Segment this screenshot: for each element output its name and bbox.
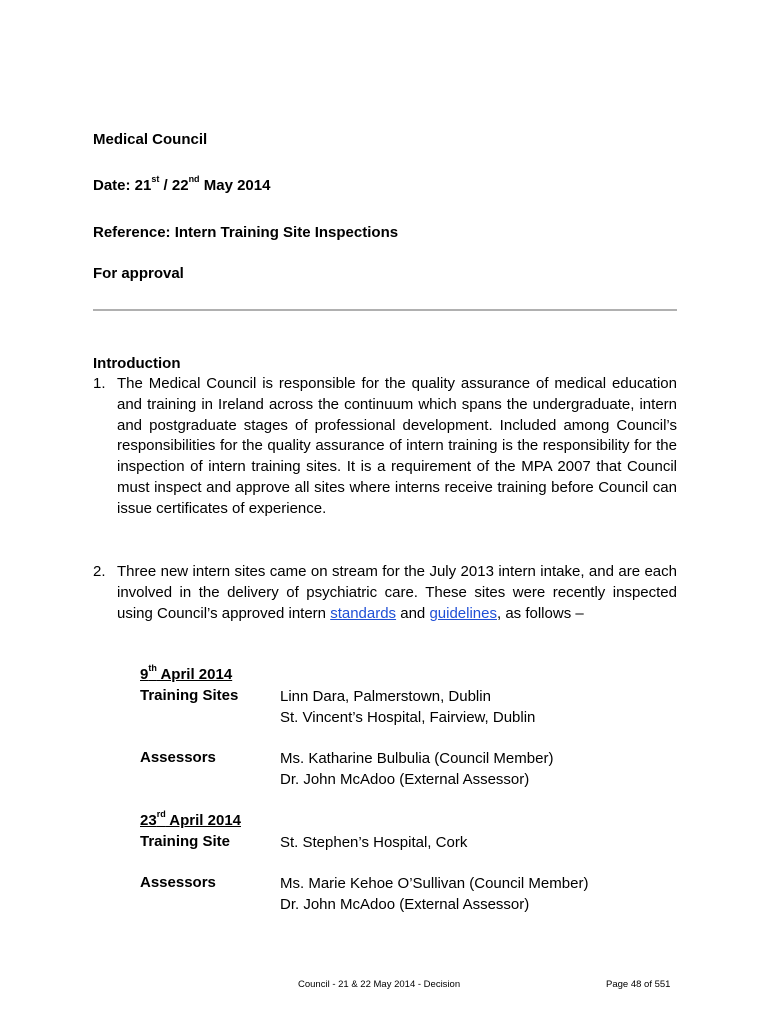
standards-link[interactable]: standards bbox=[330, 604, 397, 622]
inspection-1-sites-label: Training Sites bbox=[140, 687, 239, 704]
paragraph-1-text: The Medical Council is responsible for the quality assurance of medical education and training in Ireland across the continuum which spans the undergraduate, intern and postgraduate stages of professional development. Included among Council’s responsibilities for the quality assurance of intern training is the responsibility for the inspection of intern training sites. It is a requirement of the MPA 2007 that Council must inspect and approve all sites where interns receive training before Council can issue certificates of experience. bbox=[117, 375, 677, 517]
inspection-1-site: St. Vincent’s Hospital, Fairview, Dublin bbox=[280, 709, 536, 726]
date-middle: / 22 bbox=[159, 177, 189, 194]
footer-meeting-label: Council - 21 & 22 May 2014 - Decision bbox=[298, 979, 461, 990]
meeting-date bbox=[93, 176, 270, 196]
footer-page-number: Page 48 of 551 bbox=[606, 979, 671, 990]
inspection-1-day: 9 bbox=[140, 666, 149, 683]
inspection-2-sites-label: Training Site bbox=[140, 833, 231, 850]
date-prefix: Date: 21 bbox=[93, 177, 152, 194]
document-title: Medical Council bbox=[93, 131, 208, 148]
introduction-heading: Introduction bbox=[93, 355, 181, 372]
date-superscript-1: st bbox=[151, 174, 160, 184]
inspection-1-assessors-label: Assessors bbox=[140, 749, 216, 766]
reference-line: Reference: Intern Training Site Inspections bbox=[93, 224, 399, 241]
inspection-2-site: St. Stephen’s Hospital, Cork bbox=[280, 834, 468, 851]
paragraph-2-text-a: Three new intern sites came on stream for the July 2013 intern intake, and are each involved in the delivery of psychiatric care. These sites were recently inspected using Council’s approved intern bbox=[117, 563, 677, 622]
inspection-2-date bbox=[140, 811, 241, 831]
inspection-1-site: Linn Dara, Palmerstown, Dublin bbox=[280, 688, 491, 705]
inspection-2-assessors bbox=[280, 873, 588, 915]
paragraph-2-text bbox=[117, 562, 677, 624]
inspection-2-day: 23 bbox=[140, 812, 157, 829]
date-suffix: May 2014 bbox=[199, 177, 271, 194]
paragraph-1 bbox=[93, 374, 677, 520]
guidelines-link[interactable]: guidelines bbox=[429, 604, 497, 622]
inspection-2-month-year: April 2014 bbox=[165, 812, 242, 829]
horizontal-divider bbox=[93, 309, 677, 311]
inspection-2-sites bbox=[280, 832, 467, 853]
paragraph-2-text-c: , as follows – bbox=[497, 604, 584, 622]
inspection-1-day-suffix: th bbox=[148, 663, 157, 673]
inspection-2-assessor: Dr. John McAdoo (External Assessor) bbox=[280, 896, 530, 913]
paragraph-2 bbox=[93, 562, 677, 624]
paragraph-2-text-b: and bbox=[396, 604, 430, 622]
status-line: For approval bbox=[93, 265, 184, 282]
inspection-1-assessors bbox=[280, 748, 553, 790]
inspection-1-sites bbox=[280, 686, 535, 728]
paragraph-2-number: 2. bbox=[93, 563, 106, 580]
inspection-2-assessor: Ms. Marie Kehoe O’Sullivan (Council Member) bbox=[280, 875, 589, 892]
inspection-1-assessor: Ms. Katharine Bulbulia (Council Member) bbox=[280, 750, 554, 767]
inspection-2-day-suffix: rd bbox=[156, 809, 166, 819]
paragraph-1-number: 1. bbox=[93, 375, 106, 392]
inspection-2-assessors-label: Assessors bbox=[140, 874, 216, 891]
inspection-1-month-year: April 2014 bbox=[156, 666, 233, 683]
inspection-1-date bbox=[140, 665, 232, 685]
inspection-1-assessor: Dr. John McAdoo (External Assessor) bbox=[280, 771, 530, 788]
date-superscript-2: nd bbox=[188, 174, 200, 184]
